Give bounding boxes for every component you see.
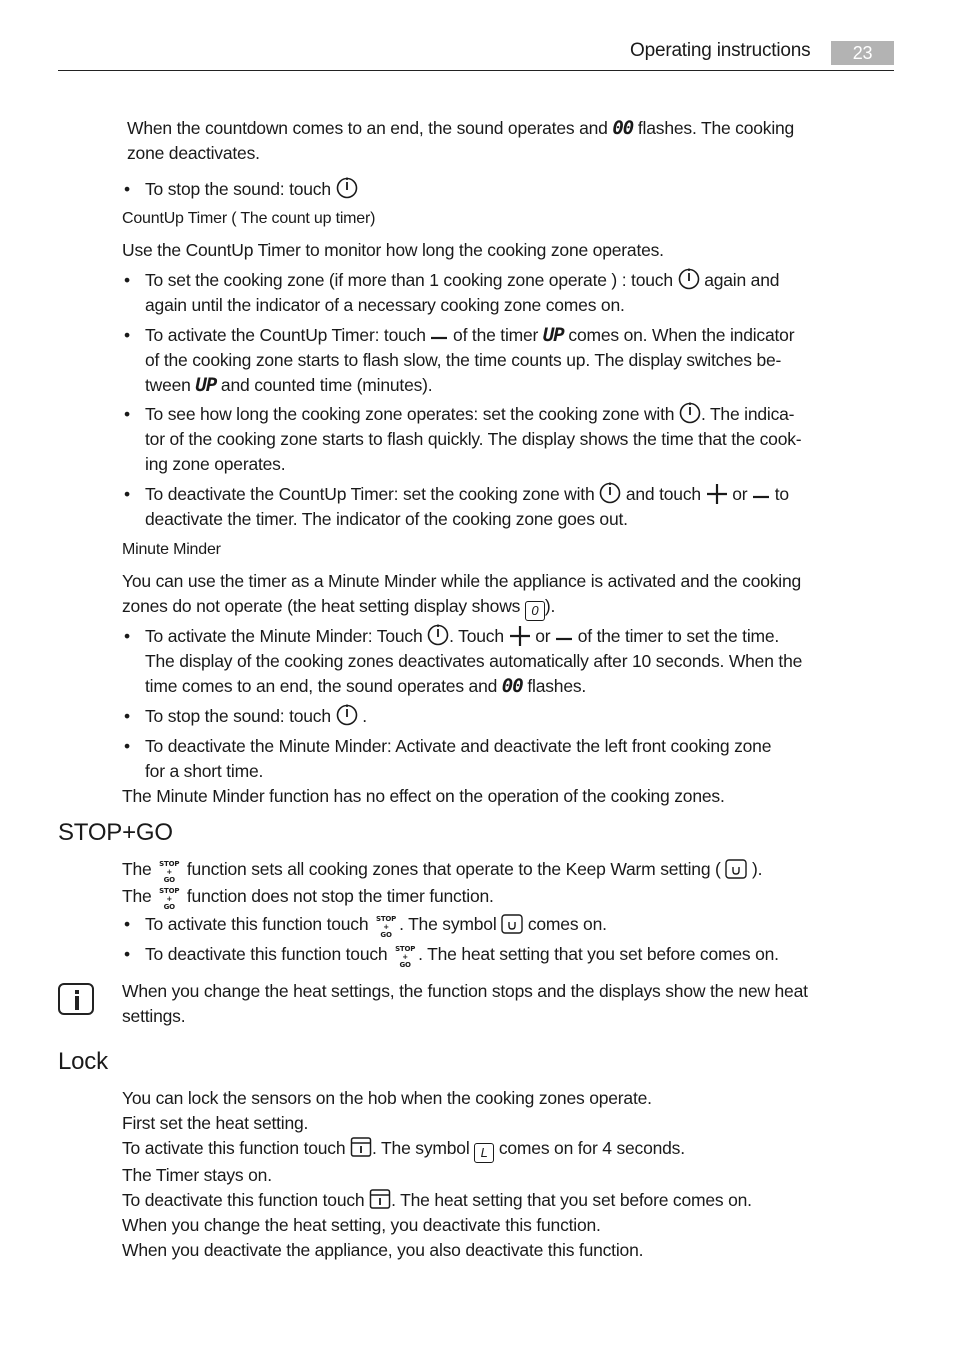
minus-icon xyxy=(752,486,770,504)
bullet-stop-sound xyxy=(122,177,358,202)
para-text: The xyxy=(122,786,157,806)
bullet-text: . The symbol xyxy=(399,914,502,934)
intro-paragraph xyxy=(127,116,794,166)
bullet-text: touch xyxy=(284,706,336,726)
display-00-symbol: 00 xyxy=(612,117,634,139)
para-text: The Timer stays on. xyxy=(122,1165,272,1185)
header-title: Operating instructions xyxy=(630,40,811,61)
display-00-symbol: 00 xyxy=(501,675,523,697)
countup-intro: Use the CountUp Timer to monitor how long the cooking zone operates. xyxy=(122,240,664,260)
bullet-lead: To stop the sound: xyxy=(145,179,285,199)
countup-heading: CountUp Timer ( The count up timer) xyxy=(122,210,376,227)
bullet-lead: To activate the CountUp Timer: xyxy=(145,325,380,345)
stopgo-heading: STOP+GO xyxy=(58,819,173,846)
para-text: You can lock the sensors on the hob xyxy=(122,1088,402,1108)
stopgo-icon-go: GO xyxy=(163,876,175,884)
bullet-text: again and xyxy=(699,270,780,290)
lock-l-icon xyxy=(474,1143,494,1163)
stopgo-info-note xyxy=(122,979,808,1029)
info-icon xyxy=(58,983,94,1015)
bullet-text: tor of the cooking zone starts to flash quickly. The display shows the time that the cook- xyxy=(145,429,802,449)
timer-icon xyxy=(678,268,700,290)
bullet-text: to xyxy=(770,484,789,504)
timer-icon xyxy=(336,704,358,726)
minute-bullet-deactivate xyxy=(122,734,771,784)
bullet-text: comes on. When the indicator xyxy=(563,325,795,345)
page-number: 23 xyxy=(831,41,894,65)
para-text: ). xyxy=(747,859,763,879)
countup-bullet-set-zone xyxy=(122,268,779,318)
bullet-text: of the timer xyxy=(448,325,543,345)
bullet-text: set the cooking zone with xyxy=(398,484,600,504)
stopgo-icon-plus: + xyxy=(166,868,173,876)
info-text: When you change the heat settings, the function stops and the displays show the new heat xyxy=(122,981,808,1001)
stopgo-icon-plus: + xyxy=(166,895,173,903)
plus-icon xyxy=(706,482,728,504)
bullet-text: . The indica- xyxy=(700,404,795,424)
bullet-text: touch xyxy=(284,179,336,199)
para-text: . The symbol xyxy=(372,1138,475,1158)
bullet-lead: To deactivate the Minute Minder: xyxy=(145,736,392,756)
bullet-text: deactivate the timer. The indicator of the cooking zone goes out. xyxy=(145,509,628,529)
bullet-lead: To see how long the cooking zone operates: xyxy=(145,404,479,424)
bullet-lead: To set the cooking zone (if more than 1 cooking zone operate ) : xyxy=(145,270,627,290)
bullet-text: . The heat setting that you set before comes on. xyxy=(418,944,779,964)
stopgo-icon-stop: STOP xyxy=(159,887,180,895)
bullet-text: and touch xyxy=(621,484,706,504)
stopgo-icon xyxy=(156,887,182,911)
bullet-text: touch xyxy=(626,270,678,290)
bullet-text: time comes to an end, the sound operates and xyxy=(145,676,502,696)
stopgo-icon xyxy=(373,915,399,939)
stopgo-icon-stop: STOP xyxy=(395,945,416,953)
stopgo-bullet-activate xyxy=(122,912,607,939)
lock-icon xyxy=(369,1188,391,1210)
lock-heading: Lock xyxy=(58,1048,108,1075)
stopgo-icon-stop: STOP xyxy=(376,915,397,923)
plus-icon xyxy=(509,624,531,646)
para-text: function sets all cooking zones that operate to the Keep Warm setting ( xyxy=(182,859,726,879)
minute-minder-heading: Minute Minder xyxy=(122,541,221,558)
bullet-text: . xyxy=(357,706,367,726)
para-text: When you deactivate the appliance, you also deactivate this function. xyxy=(122,1240,644,1260)
bullet-text: of the timer to set the time. xyxy=(573,626,780,646)
stopgo-icon xyxy=(156,860,182,884)
intro-text-c: zone deactivates. xyxy=(127,143,260,163)
timer-icon xyxy=(336,177,358,199)
bullet-text: set the cooking zone with xyxy=(478,404,679,424)
display-up-symbol: UP xyxy=(542,324,564,346)
minus-icon xyxy=(555,628,573,646)
bullet-text: and counted time (minutes). xyxy=(216,375,433,395)
stopgo-icon-go: GO xyxy=(399,961,411,969)
para-text: To deactivate this function touch xyxy=(122,1190,370,1210)
bullet-text: Activate and deactivate the left front cooking zone xyxy=(391,736,772,756)
stopgo-icon-stop: STOP xyxy=(159,860,180,868)
bullet-text: The display of the cooking zones deactivates automatically after 10 seconds. When the xyxy=(145,651,803,671)
para-text: function has no effect on the operation of the cooking zones. xyxy=(264,786,725,806)
display-up-symbol: UP xyxy=(195,374,217,396)
stopgo-icon-plus: + xyxy=(402,953,408,961)
stopgo-bullet-deactivate xyxy=(122,942,779,969)
bullet-text: Touch xyxy=(372,626,428,646)
bullet-text: tween xyxy=(145,375,196,395)
bullet-lead: To activate xyxy=(145,914,227,934)
timer-icon xyxy=(679,402,701,424)
para-text: . The heat setting that you set before comes on. xyxy=(391,1190,752,1210)
para-text: comes on for 4 seconds. xyxy=(494,1138,685,1158)
bullet-lead: To deactivate the CountUp Timer: xyxy=(145,484,399,504)
stopgo-icon-go: GO xyxy=(380,931,392,939)
stopgo-icon-go: GO xyxy=(163,903,175,911)
stopgo-paragraph xyxy=(122,857,762,911)
lock-paragraph xyxy=(122,1086,752,1263)
term-minute-minder: Minute Minder xyxy=(328,571,437,591)
bullet-text: again until the indicator of a necessary cooking zone comes on. xyxy=(145,295,625,315)
bullet-text: this function touch xyxy=(226,914,374,934)
countup-bullet-activate xyxy=(122,323,794,398)
para-text: When you change the heat setting, you deactivate this function. xyxy=(122,1215,601,1235)
header-rule xyxy=(58,70,894,71)
lock-icon xyxy=(350,1136,372,1158)
para-text: ). xyxy=(544,596,556,616)
stopgo-icon xyxy=(392,945,418,969)
para-text-emphasis: when the cooking zones operate. xyxy=(401,1088,652,1108)
para-text: To activate this function touch xyxy=(122,1138,351,1158)
bullet-text: or xyxy=(530,626,556,646)
stopgo-icon-plus: + xyxy=(383,923,389,931)
keep-warm-icon xyxy=(501,914,523,934)
bullet-text: touch xyxy=(379,325,431,345)
heat-zero-symbol: 0 xyxy=(531,603,539,618)
para-text: You can use the timer as a xyxy=(122,571,329,591)
bullet-text: for a short time. xyxy=(145,761,264,781)
bullet-text: ing zone operates. xyxy=(145,454,286,474)
minute-bullet-stop-sound xyxy=(122,704,367,729)
timer-icon xyxy=(599,482,621,504)
heat-zero-icon xyxy=(525,601,545,621)
bullet-text: of the cooking zone starts to flash slow, the time counts up. The display switches be- xyxy=(145,350,782,370)
lock-l-symbol: L xyxy=(480,1145,488,1160)
minute-minder-intro xyxy=(122,569,801,621)
para-text: zones do not operate (the heat setting display shows xyxy=(122,596,525,616)
timer-icon xyxy=(427,624,449,646)
minute-minder-note xyxy=(122,784,725,809)
countup-bullet-deactivate xyxy=(122,482,789,532)
intro-text-a: When the countdown comes to an end, the sound operates and xyxy=(127,118,613,138)
para-text: The xyxy=(122,886,157,906)
para-text: First set the heat setting. xyxy=(122,1113,309,1133)
keep-warm-icon xyxy=(725,859,747,879)
minus-icon xyxy=(430,327,448,345)
bullet-text: this function touch xyxy=(245,944,393,964)
para-text: function does not stop the timer function. xyxy=(182,886,494,906)
info-text: settings. xyxy=(122,1006,186,1026)
bullet-text: flashes. xyxy=(522,676,587,696)
bullet-lead: To stop the sound: xyxy=(145,706,285,726)
para-text: while the appliance is activated and the cooking xyxy=(436,571,802,591)
countup-bullet-see-time xyxy=(122,402,801,477)
bullet-text: comes on. xyxy=(523,914,607,934)
minute-bullet-activate xyxy=(122,624,802,699)
bullet-text: . Touch xyxy=(449,626,509,646)
term-minute-minder: Minute Minder xyxy=(156,786,265,806)
bullet-text: or xyxy=(727,484,753,504)
para-text: The xyxy=(122,859,157,879)
bullet-lead: To activate the Minute Minder: xyxy=(145,626,373,646)
intro-text-b: flashes. The cooking xyxy=(633,118,795,138)
bullet-lead: To deactivate xyxy=(145,944,246,964)
